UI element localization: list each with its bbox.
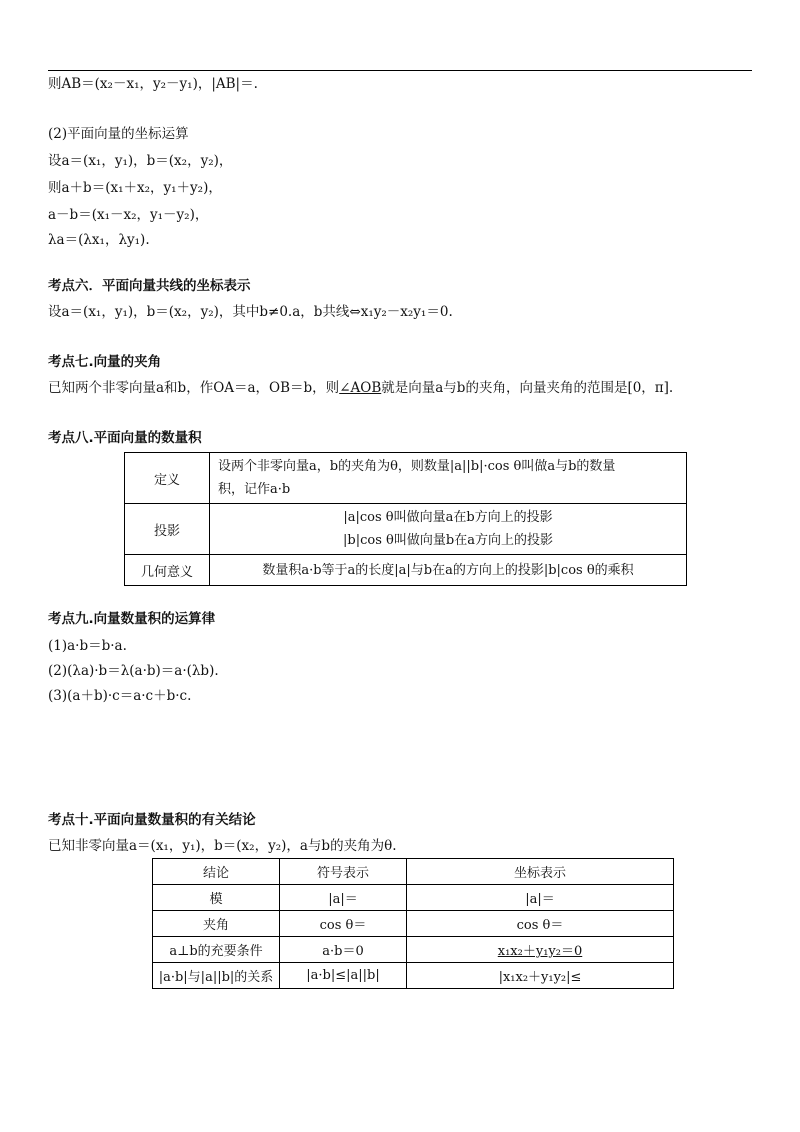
section7-text-after: 就是向量a与b的夹角，向量夹角的范围是[0，π]. — [381, 380, 674, 396]
section6-text: 设a＝(x₁，y₁)，b＝(x₂，y₂)，其中b≠0.a，b共线⇔x₁y₂－x₂y₁＝0. — [48, 304, 453, 320]
col-header-coordinate: 坐标表示 — [407, 859, 674, 885]
definition-line-1: 设两个非零向量a，b的夹角为θ，则数量|a||b|·cos θ叫做a与b的数量 — [218, 459, 616, 474]
definition-line-2: 积，记作a·b — [218, 482, 291, 497]
col-header-conclusion: 结论 — [153, 859, 280, 885]
cell — [407, 937, 674, 963]
row-value-geometry — [210, 555, 687, 586]
row-key-projection: 投影 — [125, 504, 210, 555]
conclusions-table — [152, 858, 674, 989]
table-row — [153, 885, 674, 911]
table-row — [153, 911, 674, 937]
table-row — [125, 555, 687, 586]
section7-heading: 考点七.向量的夹角 — [48, 354, 162, 370]
section8-heading: 考点八.平面向量的数量积 — [48, 430, 202, 446]
table-row — [153, 937, 674, 963]
col-header-symbolic: 符号表示 — [280, 859, 407, 885]
projection-line-1: |a|cos θ叫做向量a在b方向上的投影 — [343, 510, 553, 525]
cell: a·b＝0 — [280, 937, 407, 963]
section7-text — [48, 378, 673, 398]
ops-title: (2)平面向量的坐标运算 — [48, 126, 189, 142]
header-rule — [48, 70, 752, 71]
ops-line-1: 设a＝(x₁，y₁)，b＝(x₂，y₂)， — [48, 153, 233, 169]
cell: |a·b|与|a||b|的关系 — [153, 963, 280, 989]
row-key-geometry: 几何意义 — [125, 555, 210, 586]
table-row — [153, 963, 674, 989]
table-row — [125, 453, 687, 504]
intro-line: 则AB＝(x₂－x₁，y₂－y₁)，|AB|＝. — [48, 76, 258, 92]
cell: |a|＝ — [407, 885, 674, 911]
cell: |a·b|≤|a||b| — [280, 963, 407, 989]
ops-line-2: 则a＋b＝(x₁＋x₂，y₁＋y₂)， — [48, 180, 222, 196]
geometry-line-1: 数量积a·b等于a的长度|a|与b在a的方向上的投影|b|cos θ的乘积 — [262, 562, 634, 578]
section7-text-before: 已知两个非零向量a和b，作OA＝a，OB＝b，则 — [48, 380, 340, 396]
section6-heading: 考点六．平面向量共线的坐标表示 — [48, 278, 251, 294]
section10-heading: 考点十.平面向量数量积的有关结论 — [48, 812, 256, 828]
section10-text: 已知非零向量a＝(x₁，y₁)，b＝(x₂，y₂)，a与b的夹角为θ. — [48, 838, 397, 854]
projection-line-2: |b|cos θ叫做向量b在a方向上的投影 — [343, 533, 553, 548]
law-2: (2)(λa)·b＝λ(a·b)＝a·(λb). — [48, 663, 219, 679]
law-3: (3)(a＋b)·c＝a·c＋b·c. — [48, 688, 192, 704]
row-key-definition: 定义 — [125, 453, 210, 504]
cell: a⊥b的充要条件 — [153, 937, 280, 963]
table-row — [125, 504, 687, 555]
cell: |a|＝ — [280, 885, 407, 911]
row-value-projection — [210, 504, 687, 555]
cell: 夹角 — [153, 911, 280, 937]
law-1: (1)a·b＝b·a. — [48, 638, 127, 654]
section9-heading: 考点九.向量数量积的运算律 — [48, 611, 216, 627]
cell: cos θ＝ — [407, 911, 674, 937]
dot-product-table — [124, 452, 687, 586]
cell: 模 — [153, 885, 280, 911]
cell: |x₁x₂＋y₁y₂|≤ — [407, 963, 674, 989]
table-header-row — [153, 859, 674, 885]
ops-line-4: λa＝(λx₁，λy₁). — [48, 232, 150, 248]
angle-aob: ∠AOB — [339, 380, 382, 396]
perpendicular-condition: x₁x₂＋y₁y₂＝0 — [497, 944, 583, 959]
cell: cos θ＝ — [280, 911, 407, 937]
row-value-definition — [210, 453, 687, 504]
ops-line-3: a－b＝(x₁－x₂，y₁－y₂)， — [48, 207, 209, 223]
